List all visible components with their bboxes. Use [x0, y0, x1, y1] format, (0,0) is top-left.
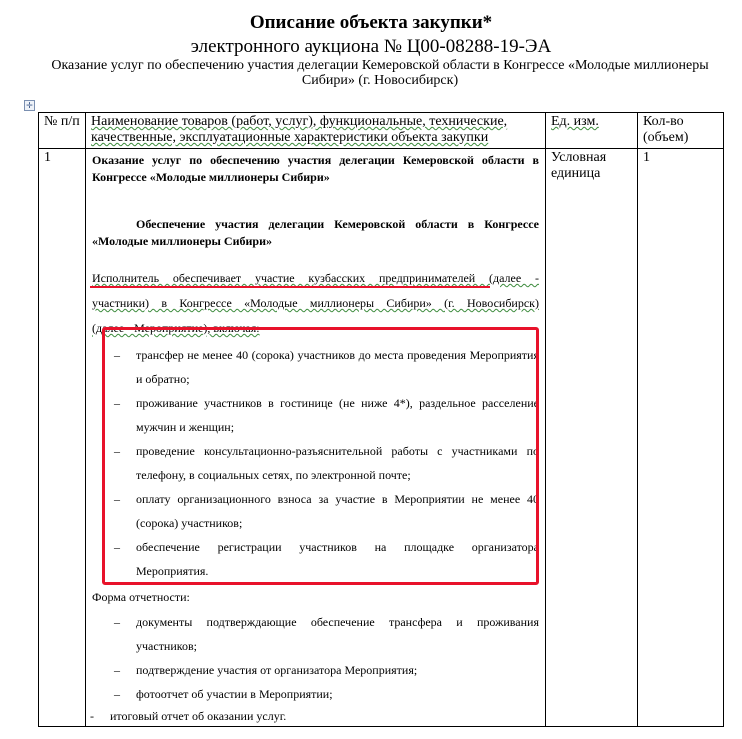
table-row	[39, 149, 724, 727]
list-item: – проведение консультационно-разъяснительной работы с участниками по телефону, в социальных сетях, по электронной почте;	[92, 439, 539, 487]
row-unit: Условная единица	[546, 149, 638, 727]
table-move-handle-icon[interactable]	[24, 100, 35, 111]
lead-paragraph	[92, 266, 539, 341]
list-item: – оплату организационного взноса за участие в Мероприятии не менее 40 (сорока) участников;	[92, 487, 539, 535]
red-highlight-underline	[90, 286, 490, 288]
service-heading: Оказание услуг по обеспечению участия делегации Кемеровской области в Конгрессе «Молодые миллионеры Сибири»	[92, 153, 539, 184]
lead-line-3: (далее - Мероприятие), включая:	[92, 321, 260, 335]
header-name-text: Наименование товаров (работ, услуг), функциональные, технические, качественные, эксплуатационные характеристики объекта закупки	[91, 114, 508, 145]
header-unit	[546, 113, 638, 149]
doc-description: Оказание услуг по обеспечению участия делегации Кемеровской области в Конгрессе «Молодые миллионеры Сибири» (г. Новосибирск)	[51, 58, 709, 88]
list-item: – трансфер не менее 40 (сорока) участников до места проведения Мероприятия и обратно;	[92, 343, 539, 391]
service-items-list	[92, 343, 539, 583]
row-description	[86, 149, 546, 727]
header-unit-text: Ед. изм.	[551, 114, 599, 129]
table-header-row	[39, 113, 724, 149]
doc-title: Описание объекта закупки*	[249, 12, 493, 33]
lead-line-1: Исполнитель обеспечивает участие кузбасских предпринимателей (далее -	[92, 271, 539, 285]
header-qty: Кол-во (объем)	[638, 113, 724, 149]
report-items-list	[92, 610, 539, 706]
report-form-label: Форма отчетности:	[92, 590, 190, 604]
doc-subtitle: электронного аукциона № Ц00-08288-19-ЭА	[190, 36, 552, 57]
list-item: – проживание участников в гостинице (не ниже 4*), раздельное расселение мужчин и женщин;	[92, 391, 539, 439]
lead-line-2: участники) в Конгрессе «Молодые миллионеры Сибири» (г. Новосибирск)	[92, 296, 539, 310]
list-item: – фотоотчет об участии в Мероприятии;	[92, 682, 539, 706]
list-item: – документы подтверждающие обеспечение трансфера и проживания участников;	[92, 610, 539, 658]
header-num: № п/п	[39, 113, 86, 149]
header-name	[86, 113, 546, 149]
list-item: – обеспечение регистрации участников на площадке организатора Мероприятия.	[92, 535, 539, 583]
row-qty: 1	[638, 149, 724, 727]
row-num: 1	[39, 149, 86, 727]
final-report-item: - итоговый отчет об оказании услуг.	[86, 706, 539, 726]
list-item: – подтверждение участия от организатора Мероприятия;	[92, 658, 539, 682]
service-subheading: Обеспечение участия делегации Кемеровской области в Конгрессе «Молодые миллионеры Сибири»	[92, 217, 539, 248]
procurement-table	[38, 112, 724, 727]
